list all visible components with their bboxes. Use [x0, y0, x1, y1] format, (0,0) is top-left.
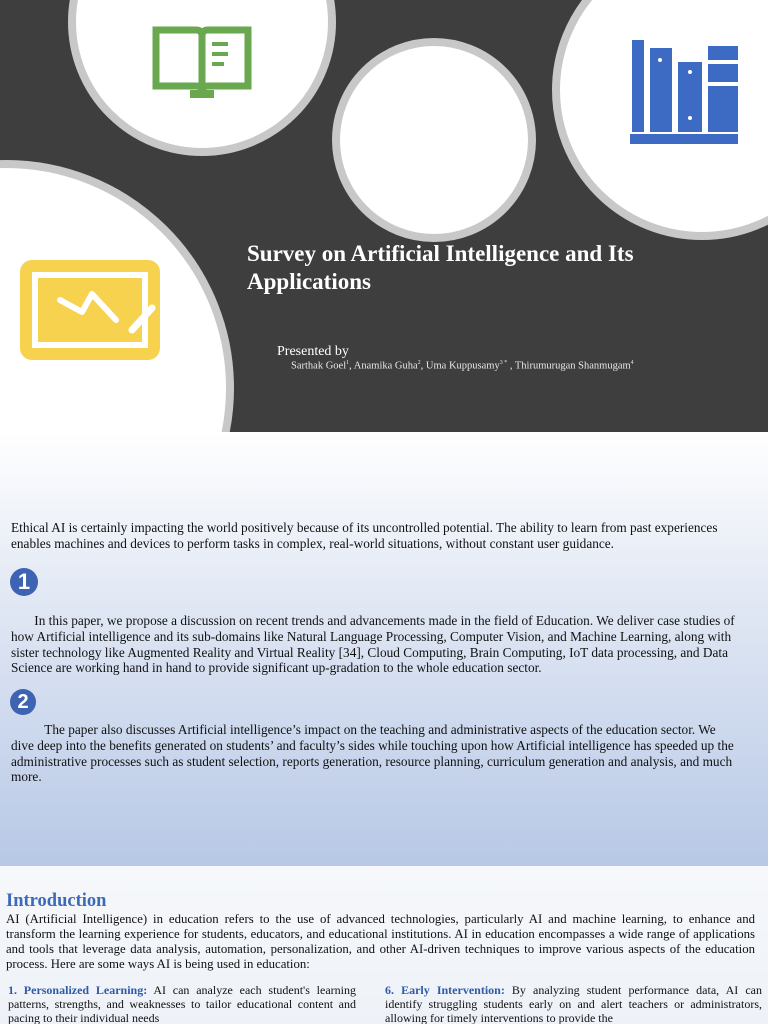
point-text: By analyzing student performance data, AI can identify struggling students early on and alert teachers or administrators, allowing for timely interventions to provide the: [385, 983, 762, 1024]
number-badge: 2: [10, 689, 36, 715]
author-separator: ,: [507, 360, 515, 372]
point-text: AI can analyze each student's learning patterns, strengths, and weaknesses to tailor educational content and pacing to their individual needs: [8, 983, 356, 1024]
intro-point: [385, 983, 762, 1024]
abstract-paragraph: [11, 613, 741, 676]
point-lead: 1. Personalized Learning:: [8, 983, 148, 997]
section-heading: Introduction: [6, 891, 107, 911]
introduction-section: [0, 866, 768, 1024]
author-name: Anamika Guha: [353, 360, 418, 372]
books-on-shelf-icon: [630, 38, 740, 146]
abstract-paragraph: Ethical AI is certainly impacting the world positively because of its uncontrolled potential. The ability to learn from past experiences enables machines and devices to perform tasks in complex, real-world situations, without constant user guidance.: [11, 520, 718, 551]
abstract-paragraph: [11, 722, 741, 785]
author-affiliation: 2: [417, 360, 421, 366]
abstract-paragraph-text: The paper also discusses Artificial intelligence’s impact on the teaching and administrative aspects of the education sector. We dive deep into the benefits generated on students’ and faculty’s sides while touching upon how Artificial intelligence has speeded up the administrative processes such as student selection, reports generation, resource planning, curriculum generation and analysis, and much more.: [11, 722, 734, 785]
author-name: Sarthak Goel: [291, 360, 347, 372]
author-name: Uma Kuppusamy: [425, 360, 500, 372]
paper-title: Survey on Artificial Intelligence and Its Applications: [247, 241, 634, 294]
center-circle: [332, 38, 536, 242]
whiteboard-icon: [20, 260, 164, 360]
number-badge: 1: [10, 568, 38, 596]
presented-by-label: Presented by: [277, 344, 349, 359]
point-lead: 6. Early Intervention:: [385, 983, 505, 997]
author-name: Thirumurugan Shanmugam: [514, 360, 631, 372]
intro-point: [8, 983, 356, 1024]
author-separator: ,: [420, 360, 426, 372]
author-affiliation: 1: [346, 360, 350, 366]
author-affiliation: 3 *: [499, 360, 508, 366]
author-list: [291, 360, 634, 372]
abstract-section: [0, 432, 768, 866]
author-separator: ,: [349, 360, 354, 372]
intro-paragraph: AI (Artificial Intelligence) in education refers to the use of advanced technologies, particularly AI and machine learning, to enhance and transform the learning experience for students, educators, and educational institutions. AI in education encompasses a wide range of applications and tools that leverage data analysis, automation, personalization, and other AI-driven techniques to improve various aspects of the education process. Here are some ways AI is being used in education:: [6, 912, 755, 971]
author-affiliation: 4: [630, 360, 634, 366]
open-book-icon: [152, 26, 252, 100]
abstract-paragraph-text: In this paper, we propose a discussion on recent trends and advancements made in the field of Education. We deliver case studies of how Artificial intelligence and its sub-domains like Natural Language Processing, Computer Vision, and Machine Learning, along with sister technology like Augmented Reality and Virtual Reality [34], Cloud Computing, Brain Computing, IoT data processing, and Data Science are working hand in hand to provide significant up-gradation to the whole education sector.: [11, 613, 735, 676]
title-banner: [0, 0, 768, 432]
